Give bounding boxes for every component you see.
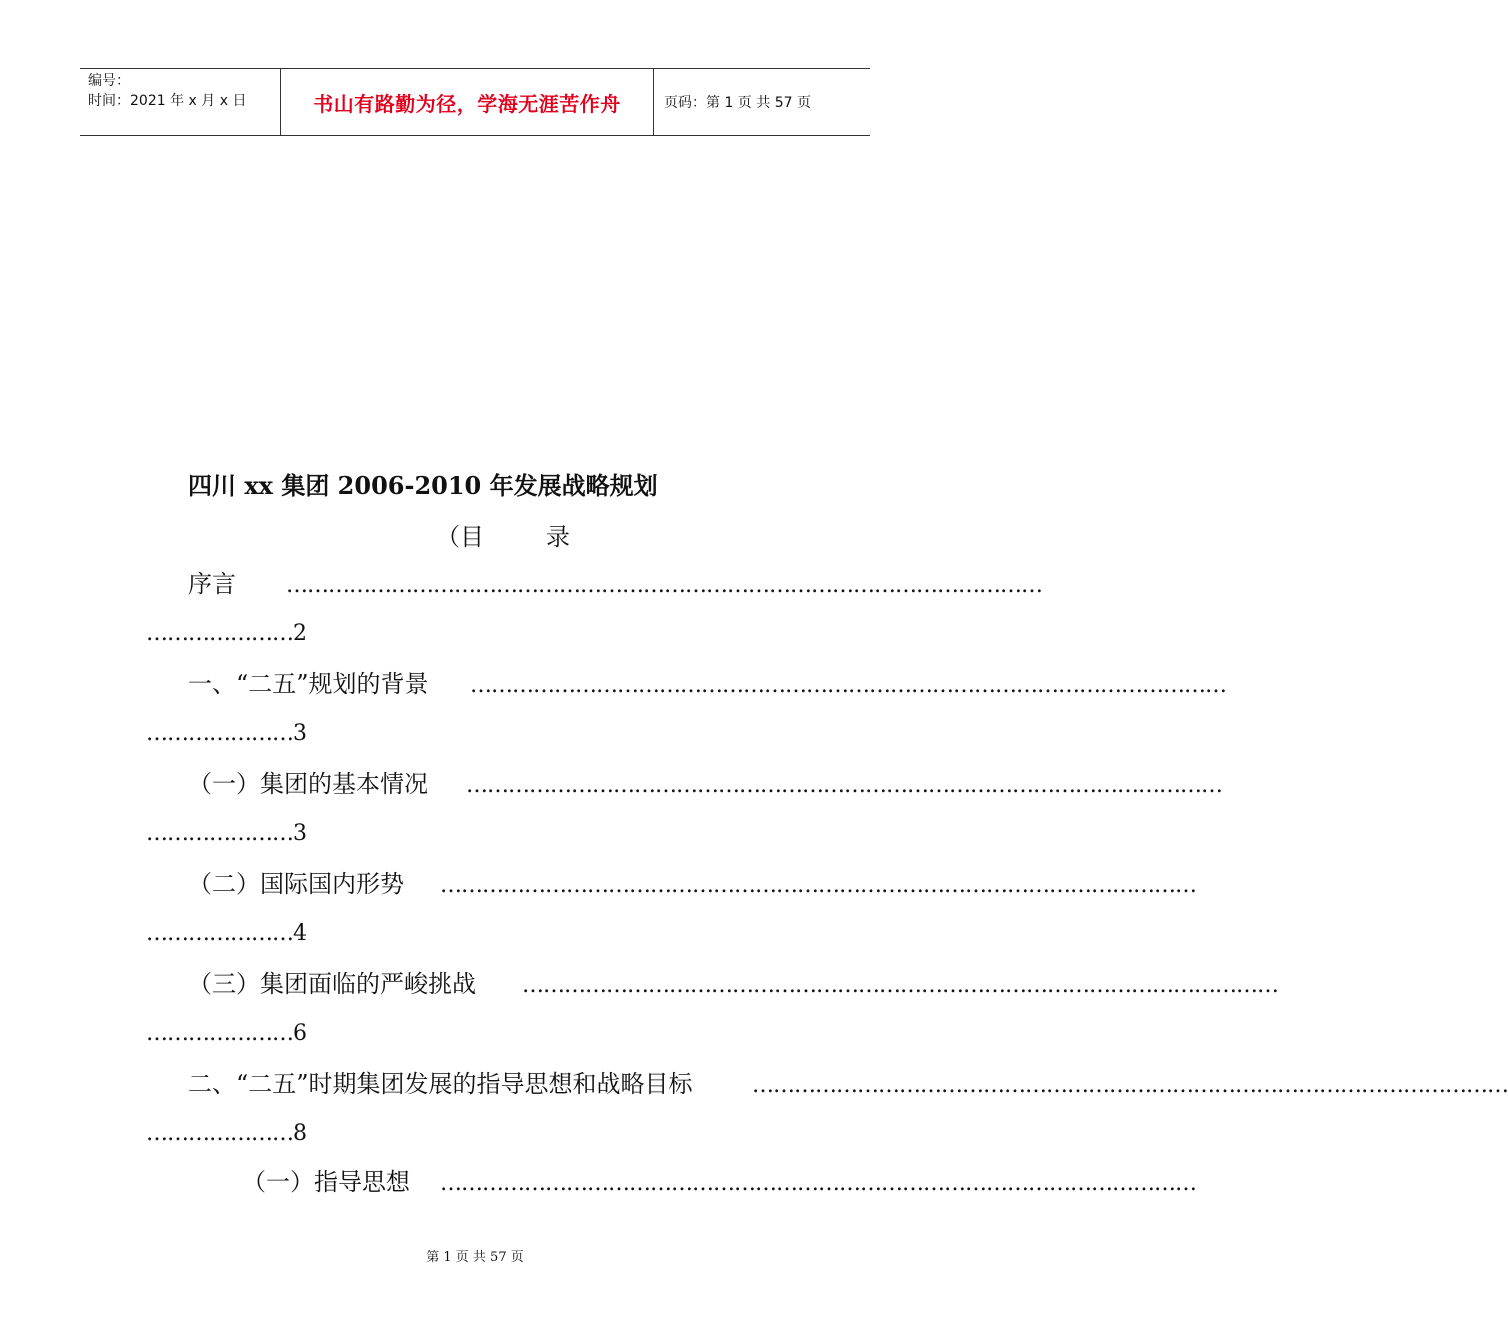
- toc-dot-leader: ………………………………………………………………………………………………: [522, 973, 1278, 998]
- toc-heading-a: （目: [436, 523, 484, 551]
- header-page-info: 页码：第 1 页 共 57 页: [664, 95, 811, 111]
- toc-item-page: 6: [293, 1021, 307, 1046]
- header-meta: [80, 69, 281, 135]
- toc-item-label: （一）集团的基本情况: [188, 770, 428, 798]
- toc-item-page: 8: [293, 1121, 307, 1146]
- toc-dot-leader: ………………………………………………………………………………………………: [470, 673, 1226, 698]
- serial-label: 编号：: [88, 73, 130, 89]
- toc-dot-leader: ………………………………………………………………………………………………: [466, 773, 1222, 798]
- toc-item-label: 一、“二五”规划的背景: [188, 670, 429, 698]
- toc-item-continuation: …………………8: [146, 1121, 307, 1146]
- toc-item-page: 3: [293, 821, 307, 846]
- toc-dot-leader: ………………………………………………………………………………………………: [440, 1171, 1196, 1196]
- time-label: 时间：2021 年 x 月 x 日: [88, 93, 247, 109]
- toc-heading-b: 录: [546, 523, 570, 551]
- toc-item-label: （一）指导思想: [242, 1168, 410, 1196]
- toc-item-continuation: …………………2: [146, 621, 307, 646]
- toc-item-page: 4: [293, 921, 307, 946]
- toc-dot-leader: ………………………………………………………………………………………………: [440, 873, 1196, 898]
- toc-item-label: （二）国际国内形势: [188, 870, 404, 898]
- page-footer: 第 1 页 共 57 页: [426, 1250, 524, 1265]
- toc-item-page: 3: [293, 721, 307, 746]
- page-header: [80, 68, 870, 136]
- toc-item-continuation: …………………3: [146, 721, 307, 746]
- toc-item-page: 2: [293, 621, 307, 646]
- toc-item-continuation: …………………3: [146, 821, 307, 846]
- toc-dot-leader: ………………………………………………………………………………………………: [752, 1073, 1508, 1098]
- toc-item-label: 二、“二五”时期集团发展的指导思想和战略目标: [188, 1070, 693, 1098]
- header-motto: 书山有路勤为径，学海无涯苦作舟: [281, 69, 654, 135]
- toc-item-label: （三）集团面临的严峻挑战: [188, 970, 476, 998]
- toc-item-continuation: …………………6: [146, 1021, 307, 1046]
- toc-dot-leader: ………………………………………………………………………………………………: [286, 573, 1042, 598]
- toc-item-label: 序言: [188, 570, 236, 598]
- toc-item-continuation: …………………4: [146, 921, 307, 946]
- document-title: 四川 xx 集团 2006-2010 年发展战略规划: [188, 471, 658, 500]
- toc-heading: [436, 517, 570, 552]
